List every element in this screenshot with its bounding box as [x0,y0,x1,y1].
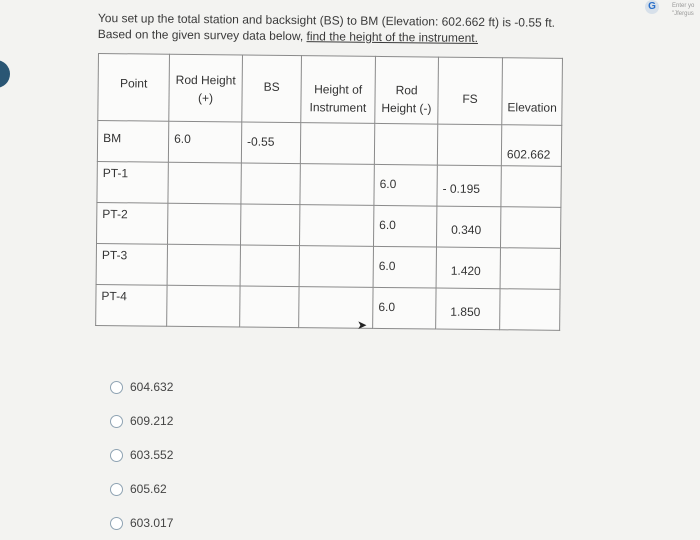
header-fs: FS [438,57,503,125]
cell-elevation [500,248,561,290]
cell-point: BM [97,121,168,163]
radio-button[interactable] [110,449,123,462]
table-row [97,202,562,248]
cell-fs [437,124,501,166]
question-line1: You set up the total station and backsight (BS) to BM (Elevation: 602.662 ft) is -0.55 ft. [97,10,556,30]
radio-button[interactable] [110,381,123,394]
question-emphasis: find the height of the instrument. [306,29,479,45]
cell-bs [241,163,300,205]
option-label: 605.62 [130,482,167,496]
cell-bs [240,286,299,328]
cell-fs: 1.420 [436,247,500,289]
cell-hi [300,123,374,165]
cell-point: PT-1 [97,161,168,203]
header-height-instrument: Height of Instrument [301,56,376,124]
table-row [96,284,561,330]
cell-rh: 6.0 [374,164,437,206]
cell-rod-height [167,285,240,327]
header-elevation: Elevation [502,58,563,126]
cell-hi [300,164,374,206]
radio-button[interactable] [110,415,123,428]
cell-hi [299,205,373,247]
cell-rh: 6.0 [373,205,436,247]
header-rod-height: Rod Height (+) [169,54,243,122]
cell-fs: - 0.195 [437,165,501,207]
radio-button[interactable] [110,483,123,496]
side-note [672,2,694,18]
radio-button[interactable] [110,517,123,530]
cell-rod-height: 6.0 [168,121,241,163]
table-row [97,161,562,207]
cell-rh [374,123,437,165]
option-label: 604.632 [130,380,174,394]
answer-option[interactable] [110,506,173,540]
cell-rod-height [168,203,241,245]
cell-fs: 0.340 [436,206,500,248]
cell-rod-height [168,162,241,204]
cell-rod-height [167,244,240,286]
cell-bs [240,204,299,246]
side-note-line1: Enter yo [672,3,695,9]
answer-option[interactable] [110,370,173,404]
answer-option[interactable] [110,472,173,506]
cell-point: PT-4 [96,284,167,326]
header-bs: BS [242,55,302,123]
answer-options [110,370,173,540]
question-text [98,10,618,47]
option-label: 603.017 [130,516,174,530]
table-header-row [98,54,563,126]
cell-elevation [500,207,561,249]
cell-point: PT-2 [97,202,168,244]
option-label: 603.552 [130,448,174,462]
header-rod-height-minus: Rod Height (-) [375,56,439,124]
table-row [97,121,562,167]
survey-table [95,53,563,331]
cell-bs: -0.55 [241,122,300,164]
side-tab-marker [0,60,10,88]
cell-fs: 1.850 [436,288,500,330]
browser-logo-icon[interactable]: G [645,0,659,14]
cell-elevation [501,166,562,208]
option-label: 609.212 [130,414,174,428]
mouse-cursor-icon: ➤ [357,318,368,332]
cell-rh: 6.0 [373,287,436,329]
answer-option[interactable] [110,438,173,472]
cell-point: PT-3 [96,243,167,285]
header-point: Point [98,54,170,122]
cell-rh: 6.0 [373,246,436,288]
side-note-line2: "Jfergus [672,11,694,17]
cell-elevation: 602.662 [501,125,562,167]
answer-option[interactable] [110,404,173,438]
cell-hi [299,246,373,288]
cell-bs [240,245,299,287]
table-row [96,243,561,289]
question-prefix: Based on the given survey data below, [97,26,307,44]
cell-elevation [500,289,561,331]
